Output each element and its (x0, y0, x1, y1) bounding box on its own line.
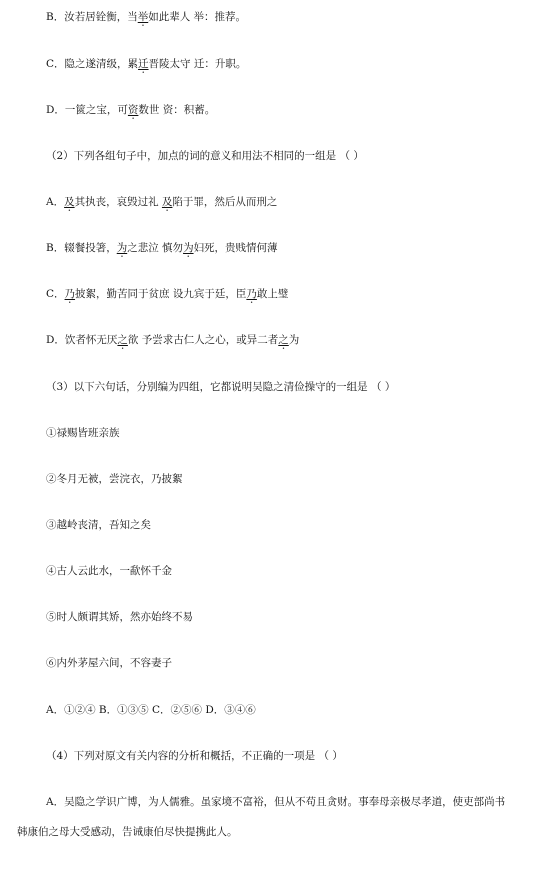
q2-b-key2: 为 (183, 242, 194, 254)
q2-c-p0: C． (46, 288, 65, 300)
q3-item: ②冬月无被，尝浣衣，乃披絮 (46, 473, 183, 485)
q2-stem: （2）下列各组句子中，加点的词的意义和用法不相同的一组是 （ ） (46, 150, 364, 162)
q2-a-p1: 其执丧，哀毁过礼 (74, 196, 162, 208)
q2-b-p2: 妇死，贵贱情何薄 (193, 242, 278, 254)
q1-option-d-text-a: D．一篋之宝，可 (46, 104, 128, 116)
q2-a-p0: A． (46, 196, 65, 208)
q2-d-p0: D．饮者怀无厌 (46, 334, 118, 346)
q2-d-key1: 之 (117, 334, 128, 346)
q3-item: ④古人云此水，一歃怀千金 (46, 565, 172, 577)
q2-option-d (46, 333, 299, 352)
q1-option-c-text-a: C．隐之遂清级，累 (46, 58, 139, 70)
q2-option-b (46, 241, 278, 260)
q1-option-b (46, 10, 246, 29)
q2-d-p1: 欲 予尝求古仁人之心，或异二者 (127, 334, 279, 346)
q2-a-key1: 及 (64, 196, 75, 208)
q1-option-c-keyword: 迁 (138, 58, 149, 70)
q4-option-a-line2: 韩康伯之母大受感动，告诫康伯尽快提携此人。 (17, 826, 238, 838)
q1-option-d (46, 103, 215, 122)
q2-a-p2: 陷于罪，然后从而刑之 (172, 196, 278, 208)
q3-item: ⑥内外茅屋六间，不容妻子 (46, 657, 172, 669)
q2-c-p2: 敢上璧 (256, 288, 289, 300)
q2-a-key2: 及 (161, 196, 173, 208)
q2-b-key1: 为 (116, 242, 128, 254)
q3-choices: A．①②④ B．①③⑤ C．②⑤⑥ D．③④⑥ (46, 704, 256, 716)
q4-option-a-line1: A．吴隐之学识广博，为人儒雅。虽家境不富裕，但从不苟且贪财。事奉母亲极尽孝道，使吏部尚书 (46, 796, 506, 808)
q1-option-d-text-b: 数世 资：积蓄。 (138, 104, 216, 116)
q3-item: ③越岭丧清，吾知之矣 (46, 519, 151, 531)
q3-stem: （3）以下六句话，分别编为四组，它都说明吴隐之清俭操守的一组是 （ ） (46, 381, 396, 393)
q2-c-key1: 乃 (64, 288, 76, 300)
q3-item: ①禄赐皆班亲族 (46, 427, 120, 439)
q1-option-d-keyword: 资 (127, 104, 139, 116)
q2-c-key2: 乃 (246, 288, 257, 300)
q2-b-p0: B．辍餐投箸， (46, 242, 117, 254)
q1-option-b-keyword: 举 (137, 11, 149, 23)
q2-option-c (46, 287, 288, 306)
q2-option-a (46, 195, 277, 214)
q1-option-c (46, 57, 246, 76)
q1-option-c-text-b: 晋陵太守 迁：升职。 (148, 58, 247, 70)
q3-item: ⑤时人颇谓其矫，然亦始终不易 (46, 611, 193, 623)
q2-b-p1: 之悲泣 慎勿 (127, 242, 184, 254)
q2-c-p1: 披絮，勤苦同于贫庶 设九宾于廷，臣 (75, 288, 247, 300)
q1-option-b-text-a: B．汝若居铨衡，当 (46, 11, 138, 23)
q4-stem: （4）下列对原文有关内容的分析和概括，不正确的一项是 （ ） (46, 750, 343, 762)
q2-d-p2: 为 (288, 334, 300, 346)
q2-d-key2: 之 (278, 334, 289, 346)
q1-option-b-text-b: 如此辈人 举：推荐。 (148, 11, 247, 23)
